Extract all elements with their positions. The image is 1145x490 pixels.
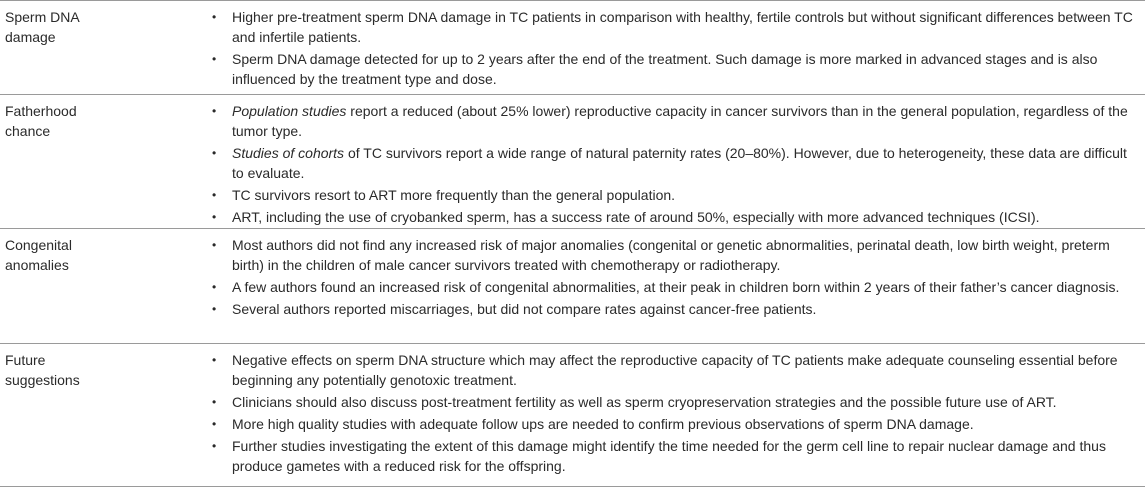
item-text: ART, including the use of cryobanked sperm, has a success rate of around 50%, especially with more advanced techniques (ICSI). bbox=[232, 209, 1040, 225]
bullet-icon: • bbox=[212, 439, 217, 453]
item-text: Clinicians should also discuss post-treatment fertility as well as sperm cryopreservation strategies and the possible future use of ART. bbox=[232, 394, 1057, 410]
list-item bbox=[212, 49, 1142, 89]
item-text: Sperm DNA damage detected for up to 2 years after the end of the treatment. Such damage is more marked in advanced stages and is also influenced by the treatment type and dose. bbox=[232, 51, 1098, 87]
row-category: Congenital anomalies bbox=[5, 237, 72, 273]
list-item bbox=[212, 414, 1142, 434]
list-item bbox=[212, 436, 1142, 476]
table-row-congenital-anomalies bbox=[0, 228, 1145, 343]
item-text: of TC survivors report a wide range of natural paternity rates (20–80%). However, due to heterogeneity, these data are difficult to evaluate. bbox=[232, 145, 1127, 181]
list-item bbox=[212, 392, 1142, 412]
row-items bbox=[212, 7, 1142, 91]
item-text: Most authors did not find any increased risk of major anomalies (congenital or genetic abnormalities, perinatal death, low birth weight, preterm birth) in the children of male cancer survivors treated with chemotherapy or radiotherapy. bbox=[232, 237, 1110, 273]
row-items bbox=[212, 350, 1142, 478]
list-item bbox=[212, 350, 1142, 390]
list-item bbox=[212, 299, 1142, 319]
bullet-icon: • bbox=[212, 238, 217, 252]
item-text: A few authors found an increased risk of congenital abnormalities, at their peak in children born within 2 years of their father’s cancer diagnosis. bbox=[232, 279, 1120, 295]
item-text: TC survivors resort to ART more frequently than the general population. bbox=[232, 187, 676, 203]
list-item bbox=[212, 143, 1142, 183]
table-bottom-rule bbox=[0, 486, 1145, 487]
bullet-icon: • bbox=[212, 302, 217, 316]
bullet-icon: • bbox=[212, 417, 217, 431]
item-text: Several authors reported miscarriages, but did not compare rates against cancer-free patients. bbox=[232, 301, 817, 317]
bullet-icon: • bbox=[212, 52, 217, 66]
item-text: report a reduced (about 25% lower) reproductive capacity in cancer survivors than in the general population, regardless of the tumor type. bbox=[232, 103, 1128, 139]
bullet-icon: • bbox=[212, 104, 217, 118]
row-category: Fatherhood chance bbox=[5, 103, 77, 139]
table-row-sperm-dna-damage bbox=[0, 1, 1145, 87]
bullet-icon: • bbox=[212, 395, 217, 409]
list-item bbox=[212, 235, 1142, 275]
item-text: Higher pre-treatment sperm DNA damage in TC patients in comparison with healthy, fertile controls but without significant differences between TC and infertile patients. bbox=[232, 9, 1133, 45]
row-category: Future suggestions bbox=[5, 352, 80, 388]
bullet-icon: • bbox=[212, 188, 217, 202]
item-text: Further studies investigating the extent of this damage might identify the time needed for the germ cell line to repair nuclear damage and thus produce gametes with a reduced risk for the offspring. bbox=[232, 438, 1106, 474]
item-lead: Studies of cohorts bbox=[232, 145, 345, 161]
list-item bbox=[212, 185, 1142, 205]
bullet-icon: • bbox=[212, 10, 217, 24]
item-lead: Population studies bbox=[232, 103, 347, 119]
row-items bbox=[212, 101, 1142, 229]
list-item bbox=[212, 101, 1142, 141]
list-item bbox=[212, 277, 1142, 297]
table-row-fatherhood-chance bbox=[0, 94, 1145, 225]
list-item bbox=[212, 207, 1142, 227]
row-category: Sperm DNA damage bbox=[5, 9, 80, 45]
table-row-future-suggestions bbox=[0, 343, 1145, 486]
item-text: Negative effects on sperm DNA structure which may affect the reproductive capacity of TC patients make adequate counseling essential before beginning any potentially genotoxic treatment. bbox=[232, 352, 1118, 388]
row-items bbox=[212, 235, 1142, 321]
item-text: More high quality studies with adequate follow ups are needed to confirm previous observations of sperm DNA damage. bbox=[232, 416, 974, 432]
list-item bbox=[212, 7, 1142, 47]
bullet-icon: • bbox=[212, 210, 217, 224]
bullet-icon: • bbox=[212, 353, 217, 367]
bullet-icon: • bbox=[212, 280, 217, 294]
bullet-icon: • bbox=[212, 146, 217, 160]
